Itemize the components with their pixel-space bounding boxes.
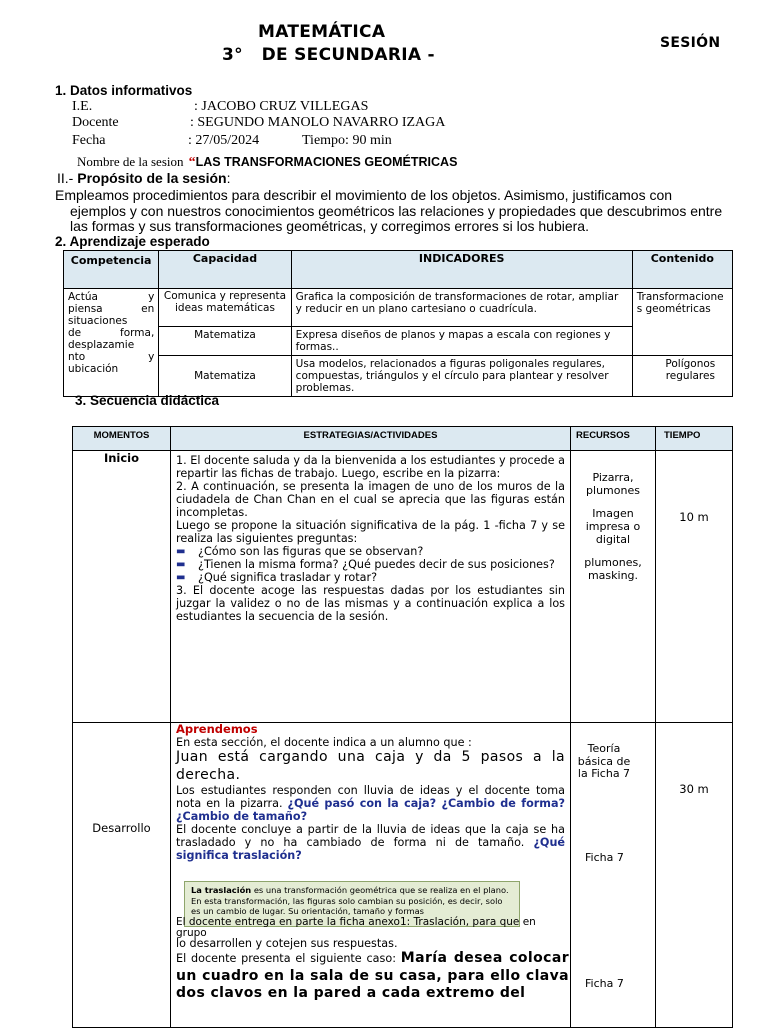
title-grade: 3° DE SECUNDARIA - (222, 45, 435, 65)
desarrollo-recursos (571, 723, 656, 1028)
competencia-line: nto y (68, 351, 155, 363)
secuencia-table (72, 426, 733, 1028)
table-row (73, 723, 733, 1028)
question-text: ¿Qué significa trasladar y rotar? (198, 571, 378, 584)
desarrollo-tiempo: 30 m (656, 723, 733, 1028)
competencia-line: ubicación (68, 363, 119, 375)
inicio-p2: 2. A continuación, se presenta la imagen de uno de los muros de la ciudadela de Chan Chan en el cual se aprecia que las figuras están incompletas. (176, 480, 565, 519)
table-row (73, 451, 733, 723)
fecha-label: Fecha (72, 133, 106, 148)
inicio-p3: Luego se propone la situación significativa de la pág. 1 -ficha 7 y se realiza las siguientes preguntas: (176, 519, 565, 545)
contenido-cell: Polígonos regulares (632, 356, 732, 397)
recurso-item: Ficha 7 (585, 977, 624, 990)
desarrollo-p4: lo desarrollen y cotejen sus respuestas. (176, 937, 398, 950)
proposito-heading (57, 170, 231, 186)
competencia-line: Actúa y (68, 291, 155, 303)
inicio-tiempo: 10 m (656, 451, 733, 723)
capacidad-cell: Matematiza (159, 356, 291, 397)
col-estrategias: ESTRATEGIAS/ACTIVIDADES (171, 427, 571, 451)
table-row (64, 356, 733, 397)
desarrollo-p2-text: Los estudiantes responden con lluvia de ideas y el docente toma nota en la pizarra. (176, 784, 565, 810)
recurso-item: Teoría básica de la Ficha 7 (577, 742, 631, 780)
definition-term: La traslación (191, 885, 252, 895)
speech-bubble-icon: ▬ (176, 546, 186, 557)
desarrollo-p1: En esta sección, el docente indica a un alumno que : (176, 736, 472, 749)
secuencia-heading: 3. Secuencia didáctica (75, 393, 220, 408)
desarrollo-p5 (176, 950, 569, 1003)
caso-juan: Juan está cargando una caja y da 5 pasos a la derecha. (176, 749, 565, 783)
proposito-title: Propósito de la sesión (77, 170, 227, 186)
question-text: ¿Cómo son las figuras que se observan? (198, 545, 424, 558)
col-capacidad: Capacidad (159, 251, 291, 289)
fecha-value: : 27/05/2024 (188, 133, 260, 148)
proposito-colon: : (226, 170, 231, 186)
indicador-cell: Expresa diseños de planos y mapas a escala con regiones y formas.. (291, 327, 632, 356)
recurso-item: Imagen impresa o digital (585, 507, 641, 546)
ie-label: I.E. (72, 99, 93, 114)
desarrollo-content (176, 722, 569, 1027)
desarrollo-p5-text: El docente presenta el siguiente caso: (176, 952, 396, 965)
definition-text: es una transformación geométrica que se realiza en el plano. En esta transformación, las figuras solo cambian su posición, es decir, solo es un cambio de lugar. Su orientación, tamaño y formas (191, 885, 509, 917)
proposito-prefix: II.- (57, 170, 78, 186)
desarrollo-actividades (171, 723, 571, 1028)
aprendemos-heading: Aprendemos (176, 722, 258, 736)
competencia-cell (64, 289, 159, 397)
col-competencia: Competencia (64, 251, 159, 289)
session-label: SESIÓN (660, 35, 721, 51)
proposito-line2: ejemplos y con nuestros conocimientos geométricos las relaciones y propiedades que descubrimos entre (70, 203, 723, 219)
col-recursos: RECURSOS (571, 427, 656, 451)
question-item (176, 545, 565, 558)
question-item (176, 571, 565, 584)
recurso-item: Ficha 7 (585, 851, 624, 864)
capacidad-cell: Matematiza (159, 327, 291, 356)
nombre-value: LAS TRANSFORMACIONES GEOMÉTRICAS (195, 155, 458, 169)
aprendizaje-table (63, 250, 733, 397)
col-momentos: MOMENTOS (73, 427, 171, 451)
nombre-label: Nombre de la sesion (77, 154, 184, 169)
overlap-line: El docente entrega en parte la ficha anexo1: Traslación, para que en grupo (176, 916, 536, 939)
title-subject: MATEMÁTICA (258, 22, 386, 42)
caso-maria: María desea colocar un cuadro en la sala de su casa, para ello clava dos clavos en la pared a cada extremo del (176, 950, 569, 1001)
table-row (64, 327, 733, 356)
question-traslacion: ¿Qué significa traslación? (176, 836, 565, 862)
question-text: ¿Tienen la misma forma? ¿Qué puedes decir de sus posiciones? (198, 558, 555, 571)
nombre-sesion (77, 151, 457, 171)
inicio-p4: 3. El docente acoge las respuestas dadas por los estudiantes sin juzgar la validez o no de las mismas y a continuación explica a los estudiantes la secuencia de la sesión. (176, 584, 565, 623)
col-contenido: Contenido (632, 251, 732, 289)
docente-label: Docente (72, 115, 119, 130)
inicio-recursos (571, 451, 656, 723)
competencia-line: de forma, (68, 327, 155, 339)
indicador-cell: Usa modelos, relacionados a figuras poligonales regulares, compuestas, triángulos y el círculo para plantear y resolver problemas. (291, 356, 632, 397)
competencia-line: piensa en (68, 303, 155, 315)
speech-bubble-icon: ▬ (176, 559, 186, 570)
question-item (176, 558, 565, 571)
contenido-cell: Transformaciones geométricas (632, 289, 732, 356)
table-row (64, 289, 733, 327)
speech-bubble-icon: ▬ (176, 572, 186, 583)
competencia-line: situaciones (68, 315, 128, 327)
desarrollo-p3-text: El docente concluye a partir de la lluvia de ideas que la caja se ha trasladado y no ha cambiado de forma ni de tamaño. (176, 823, 565, 849)
momento-inicio: Inicio (73, 451, 171, 723)
inicio-actividades (171, 451, 571, 723)
momento-desarrollo: Desarrollo (73, 723, 171, 1028)
question-caja: ¿Qué pasó con la caja? ¿Cambio de forma? ¿Cambio de tamaño? (176, 797, 565, 823)
proposito-line1: Empleamos procedimientos para describir el movimiento de los objetos. Asimismo, justificamos con (55, 187, 673, 203)
ie-value: : JACOBO CRUZ VILLEGAS (194, 99, 369, 114)
recurso-item: plumones, masking. (584, 556, 642, 582)
datos-heading: 1. Datos informativos (55, 83, 193, 98)
desarrollo-p2 (176, 784, 565, 823)
docente-value: : SEGUNDO MANOLO NAVARRO IZAGA (190, 115, 446, 130)
competencia-line: desplazamie (68, 339, 135, 351)
recurso-item: Pizarra, plumones (586, 471, 640, 497)
inicio-p1: 1. El docente saluda y da la bienvenida a los estudiantes y procede a repartir las fichas de trabajo. Luego, escribe en la pizarra: (176, 454, 565, 480)
col-indicadores: INDICADORES (291, 251, 632, 289)
aprendizaje-heading: 2. Aprendizaje esperado (55, 234, 210, 249)
capacidad-cell: Comunica y representa ideas matemáticas (159, 289, 291, 327)
tiempo-value: Tiempo: 90 min (302, 133, 392, 148)
nombre-quote: “ (188, 155, 196, 170)
col-tiempo: TIEMPO (656, 427, 733, 451)
proposito-line3: las formas y sus transformaciones geométricas, y corregimos errores si los hubiera. (70, 218, 589, 234)
desarrollo-p3 (176, 823, 565, 862)
indicador-cell: Grafica la composición de transformaciones de rotar, ampliar y reducir en un plano cartesiano o cuadrícula. (291, 289, 632, 327)
